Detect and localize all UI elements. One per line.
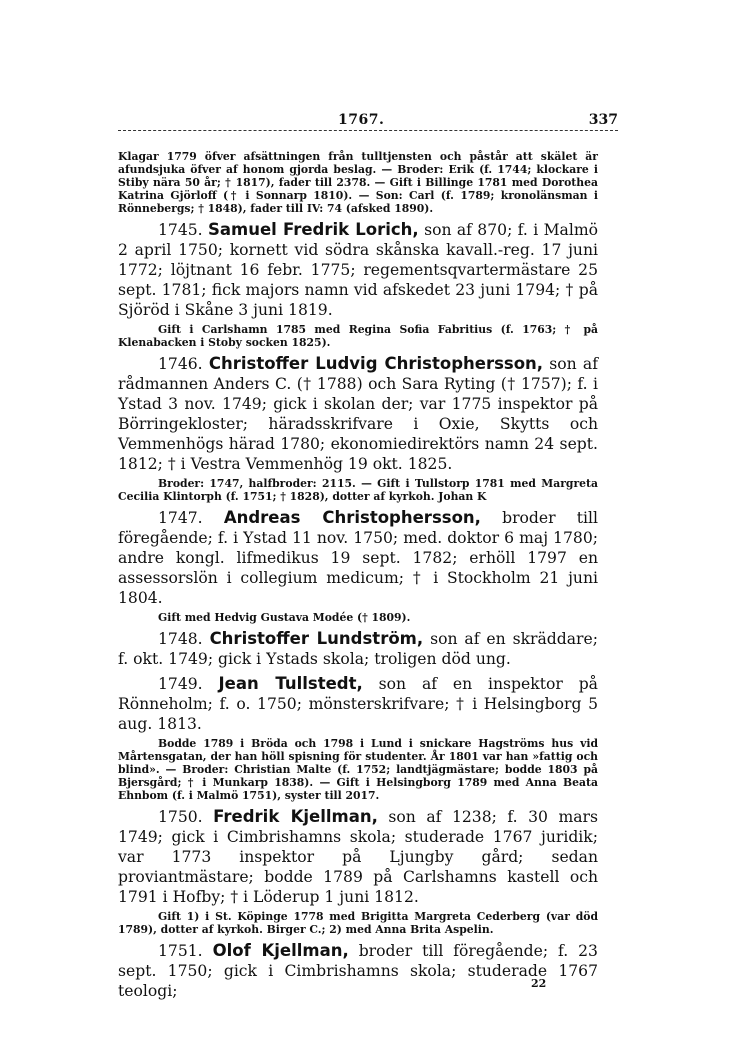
entry-text: son af rådmannen Anders C. († 1788) och Sara Ryting († 1757); f. i Ystad 3 nov. 1749; gick i skolan der; var 1775 inspektor på Börringekloster; häradsskrifvare i Oxie, Skytts och Vemmenhögs härad 1780; ekonomiedirektörs namn 24 sept. 1812; † i Vestra Vemmenhög 19 okt. 1825.: [118, 355, 598, 473]
entry-1749: [118, 674, 598, 802]
entry-name: Jean Tullstedt,: [218, 674, 363, 693]
entry-1750: [118, 807, 598, 936]
entry-note: Bodde 1789 i Bröda och 1798 i Lund i snickare Hagströms hus vid Mårtensgatan, der han höll spisning för studenter. År 1801 var han »fattig och blind». — Broder: Christian Malte (f. 1752; landtjägmästare; bodde 1803 på Bjersgård; † i Munkarp 1838). — Gift i Helsingborg 1789 med Anna Beata Ehnbom (f. i Malmö 1751), syster till 2017.: [118, 737, 598, 802]
entry-1751: [118, 941, 598, 1001]
header-rule: [118, 130, 618, 131]
entry-number: 1748.: [158, 630, 203, 648]
entry-1747: [118, 508, 598, 624]
entry-number: 1749.: [158, 675, 203, 693]
entry-name: Fredrik Kjellman,: [213, 807, 378, 826]
signature-mark: 22: [531, 977, 547, 990]
entry-text: son af 1238; f. 30 mars 1749; gick i Cimbrishamns skola; studerade 1767 juridik; var 1773 inspektor på Ljungby gård; sedan proviantmästare; bodde 1789 på Carlshamns kastell och 1791 i Hofby; † i Löderup 1 juni 1812.: [118, 808, 598, 906]
entry-text: son af 870; f. i Malmö 2 april 1750; kornett vid södra skånska kavall.-reg. 17 juni 1772; löjtnant 16 febr. 1775; regementsqvartermästare 25 sept. 1781; fick majors namn vid afskedet 23 juni 1794; † på Sjöröd i Skåne 3 juni 1819.: [118, 221, 598, 319]
entry-name: Samuel Fredrik Lorich,: [208, 220, 419, 239]
continuation-note: Klagar 1779 öfver afsättningen från tulltjensten och påstår att skälet är afundsjuka öfver af honom gjorda beslag. — Broder: Erik (f. 1744; klockare i Stiby nära 50 år; † 1817), fader till 2378. — Gift i Billinge 1781 med Dorothea Katrina Gjörloff († i Sonnarp 1810). — Son: Carl (f. 1789; kronolänsman i Rönnebergs; † 1848), fader till IV: 74 (afsked 1890).: [118, 150, 598, 215]
entry-text: son af en inspektor på Rönneholm; f. o. 1750; mönsterskrifvare; † i Helsingborg 5 aug. 1813.: [118, 675, 598, 733]
entry-text: son af en skräddare; f. okt. 1749; gick i Ystads skola; troligen död ung.: [118, 630, 598, 668]
page-header: [118, 112, 618, 132]
page-year: 1767.: [338, 112, 385, 128]
entry-number: 1745.: [158, 221, 203, 239]
entry-1745: [118, 220, 598, 349]
entry-name: Andreas Christophersson,: [223, 508, 481, 527]
page-number: 337: [588, 112, 618, 128]
page-body: [118, 150, 598, 1001]
entry-number: 1747.: [158, 509, 203, 527]
entry-note: Broder: 1747, halfbroder: 2115. — Gift i Tullstorp 1781 med Margreta Cecilia Klintorph (f. 1751; † 1828), dotter af kyrkoh. Johan K: [118, 477, 598, 503]
entry-number: 1746.: [158, 355, 203, 373]
entry-number: 1751.: [158, 942, 203, 960]
entry-1748: [118, 629, 598, 669]
entry-note: Gift 1) i St. Köpinge 1778 med Brigitta Margreta Cederberg (var död 1789), dotter af kyrkoh. Birger C.; 2) med Anna Brita Aspelin.: [118, 910, 598, 936]
entry-text: broder till föregående; f. 23 sept. 1750; gick i Cimbrishamns skola; studerade 1767 teologi;: [118, 942, 598, 1000]
entry-1746: [118, 354, 598, 503]
entry-text: broder till föregående; f. i Ystad 11 nov. 1750; med. doktor 6 maj 1780; andre kongl. lifmedikus 19 sept. 1782; erhöll 1797 en assessorslön i collegium medicum; † i Stockholm 21 juni 1804.: [118, 509, 598, 607]
entry-number: 1750.: [158, 808, 203, 826]
entry-name: Olof Kjellman,: [212, 941, 349, 960]
entry-note: Gift med Hedvig Gustava Modée († 1809).: [158, 611, 411, 624]
entry-note: Gift i Carlshamn 1785 med Regina Sofia Fabritius (f. 1763; † på Klenabacken i Stoby socken 1825).: [118, 323, 598, 349]
entry-name: Christoffer Lundström,: [209, 629, 424, 648]
entry-name: Christoffer Ludvig Christophersson,: [208, 354, 544, 373]
